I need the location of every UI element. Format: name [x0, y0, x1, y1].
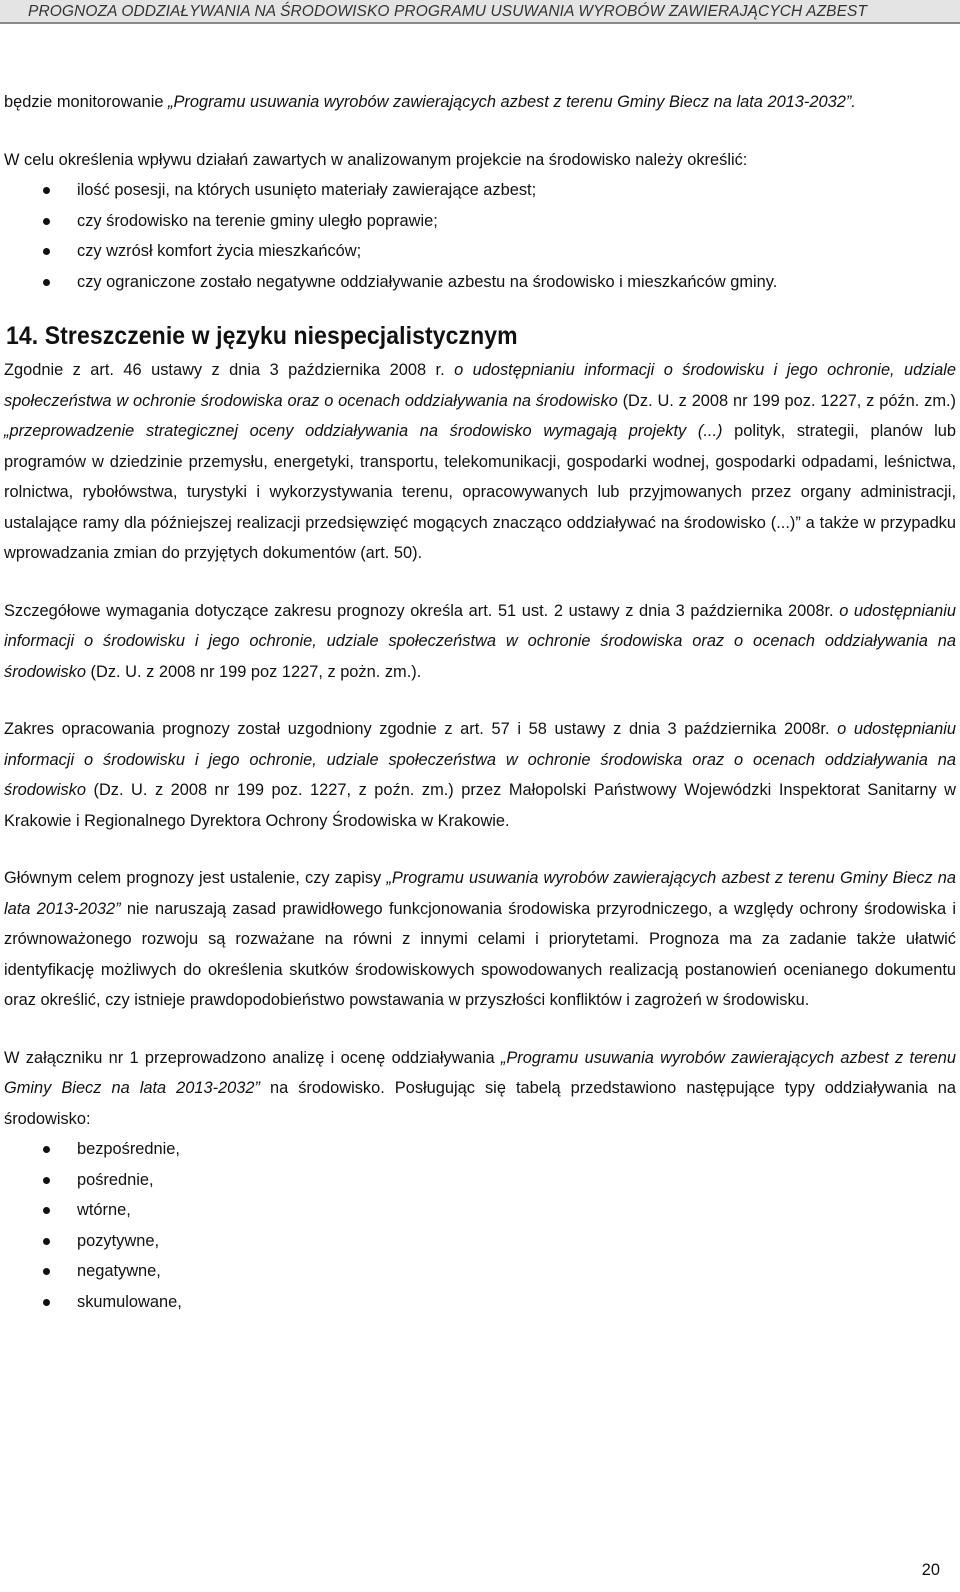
- text: Zakres opracowania prognozy został uzgodniony zgodnie z art. 57 i 58 ustawy z dnia 3 października 2008r.: [4, 720, 838, 738]
- impact-types-list: [4, 1134, 956, 1317]
- intro-program-title: „Programu usuwania wyrobów zawierających azbest z terenu Gminy Biecz na lata 2013-2032”.: [168, 93, 856, 111]
- summary-paragraph-3: [4, 714, 956, 836]
- page-number: 20: [921, 1561, 940, 1579]
- list-item: wtórne,: [4, 1195, 956, 1226]
- intro-text: będzie monitorowanie: [4, 93, 169, 111]
- program-title: „Programu usuwania wyrobów zawierających azbest z terenu Gminy Biecz na lata 2013-2032”: [4, 1048, 956, 1097]
- text: W załączniku nr 1 przeprowadzono analizę i ocenę oddziaływania: [4, 1048, 501, 1067]
- program-title: „Programu usuwania wyrobów zawierających azbest z terenu Gminy Biecz na lata 2013-2032”: [4, 869, 956, 918]
- summary-paragraph-2: [4, 596, 956, 688]
- text: (Dz. U. z 2008 nr 199 poz. 1227, z późn. zm.): [617, 391, 956, 410]
- list-item: pozytywne,: [4, 1226, 956, 1257]
- summary-paragraph-1: [4, 355, 956, 569]
- text: (Dz. U. z 2008 nr 199 poz. 1227, z poźn. zm.) przez Małopolski Państwowy Wojewódzki Inspektorat Sanitarny w Krakowie i Regionalnego Dyrektora Ochrony Środowiska w Krakowie.: [4, 781, 956, 830]
- summary-paragraph-4: [4, 863, 956, 1016]
- text: (Dz. U. z 2008 nr 199 poz 1227, z pożn. zm.).: [86, 662, 422, 681]
- text: Głównym celem prognozy jest ustalenie, czy zapisy: [4, 869, 387, 887]
- list-item: czy środowisko na terenie gminy uległo poprawie;: [4, 206, 956, 237]
- list-item: bezpośrednie,: [4, 1134, 956, 1165]
- page-content: [4, 87, 956, 1317]
- list-item: ilość posesji, na których usunięto materiały zawierające azbest;: [4, 175, 956, 206]
- text: na środowisko. Posługując się tabelą przedstawiono następujące typy oddziaływania na środowisko:: [4, 1079, 956, 1128]
- list-item: czy ograniczone zostało negatywne oddziaływanie azbestu na środowisko i mieszkańców gminy.: [4, 267, 956, 298]
- quote: „przeprowadzenie strategicznej oceny oddziaływania na środowisko wymagają projekty (...): [4, 422, 723, 440]
- criteria-lead: W celu określenia wpływu działań zawartych w analizowanym projekcie na środowisko należy określić:: [4, 150, 748, 169]
- intro-paragraph: [4, 87, 956, 118]
- law-title: o udostępnianiu informacji o środowisku i jego ochronie, udziale społeczeństwa w ochronie środowiska oraz o ocenach oddziaływania na środowisko: [4, 720, 956, 799]
- summary-paragraph-5: [4, 1043, 956, 1135]
- text: polityk, strategii, planów lub programów w dziedzinie przemysłu, energetyki, transportu, telekomunikacji, gospodarki wodnej, gospodarki odpadami, leśnictwa, rolnictwa, rybołówstwa, turystyki i wykorzystywania terenu, opracowywanych lub przyjmowanych przez organy administracji, ustalające ramy dla późniejszej realizacji przedsięwzięć mogących znacząco oddziaływać na środowisko (...)”: [4, 422, 956, 532]
- list-item: negatywne,: [4, 1256, 956, 1287]
- criteria-list: [4, 175, 956, 297]
- list-item: skumulowane,: [4, 1287, 956, 1318]
- list-item: czy wzrósł komfort życia mieszkańców;: [4, 236, 956, 267]
- law-title: o udostępnianiu informacji o środowisku i jego ochronie, udziale społeczeństwa w ochronie środowiska oraz o ocenach oddziaływania na środowisko: [4, 601, 956, 681]
- text: a także w przypadku wprowadzania zmian do przyjętych dokumentów (art. 50).: [4, 513, 956, 562]
- section-heading: 14. Streszczenie w języku niespecjalistycznym: [6, 322, 518, 350]
- law-title: o udostępnianiu informacji o środowisku i jego ochronie, udziale społeczeństwa w ochronie środowiska oraz o ocenach oddziaływania na środowisko: [4, 361, 956, 410]
- text: nie naruszają zasad prawidłowego funkcjonowania środowiska przyrodniczego, a względy ochrony środowiska i zrównoważonego rozwoju są rozważane na równi z innymi celami i priorytetami. Prognoza ma za zadanie także ułatwić identyfikację możliwych do określenia skutków środowiskowych spowodowanych realizacją postanowień ocenianego dokumentu oraz określić, czy istnieje prawdopodobieństwo powstawania w przyszłości konfliktów i zagrożeń w środowisku.: [4, 899, 957, 1009]
- text: Zgodnie z art. 46 ustawy z dnia 3 października 2008 r.: [4, 361, 455, 379]
- list-item: pośrednie,: [4, 1165, 956, 1196]
- text: Szczegółowe wymagania dotyczące zakresu prognozy określa art. 51 ust. 2 ustawy z dnia 3 października 2008r.: [4, 601, 840, 620]
- running-header: PROGNOZA ODDZIAŁYWANIA NA ŚRODOWISKO PROGRAMU USUWANIA WYROBÓW ZAWIERAJĄCYCH AZBEST: [0, 0, 960, 24]
